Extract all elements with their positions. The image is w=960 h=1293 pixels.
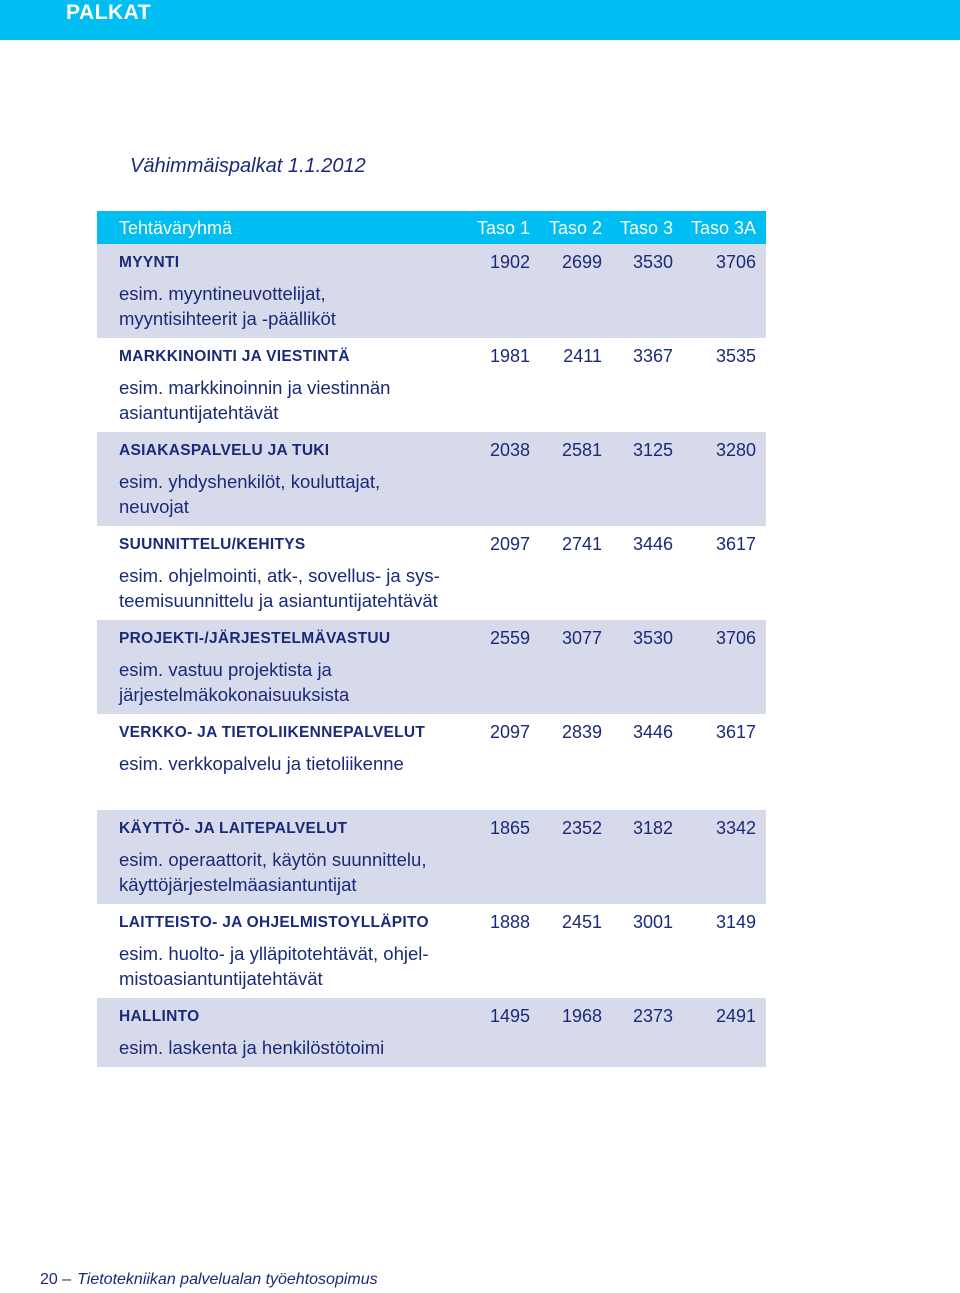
column-header-level-3: Taso 3 [619, 218, 673, 238]
salary-level-2: 2451 [561, 912, 602, 932]
section-header-bar [0, 0, 960, 40]
table-row [97, 904, 766, 939]
salary-level-3a: 3280 [715, 440, 756, 460]
table-spacer [97, 783, 766, 810]
task-group-description: esim. ohjelmointi, atk-, sovellus- ja sys- teemisuunnittelu ja asiantuntijatehtävät [119, 565, 440, 611]
salary-level-1: 1902 [489, 252, 530, 272]
table-row-group [97, 810, 766, 904]
salary-level-3: 3125 [632, 440, 673, 460]
task-group-name: MARKKINOINTI JA VIESTINTÄ [119, 348, 350, 365]
table-row [97, 810, 766, 845]
task-group-name: HALLINTO [119, 1008, 200, 1025]
salary-level-3a: 3149 [715, 912, 756, 932]
salary-level-2: 2741 [561, 534, 602, 554]
salary-level-2: 2839 [561, 722, 602, 742]
column-header-task-group: Tehtäväryhmä [119, 218, 233, 238]
salary-level-1: 1981 [489, 346, 530, 366]
task-group-name: ASIAKASPALVELU JA TUKI [119, 442, 330, 459]
table-row [97, 714, 766, 749]
column-header-level-1: Taso 1 [476, 218, 530, 238]
salary-level-3: 3367 [632, 346, 673, 366]
table-row-group [97, 714, 766, 783]
salary-level-3: 3446 [632, 722, 673, 742]
salary-level-3a: 3342 [715, 818, 756, 838]
salary-level-3: 3182 [632, 818, 673, 838]
salary-level-3a: 3706 [715, 252, 756, 272]
column-header-level-3a: Taso 3A [690, 218, 756, 238]
task-group-name: LAITTEISTO- JA OHJELMISTOYLLÄPITO [119, 914, 429, 931]
task-group-description: esim. verkkopalvelu ja tietoliikenne [119, 753, 404, 774]
salary-level-3a: 3706 [715, 628, 756, 648]
document-title: Tietotekniikan palvelualan työehtosopimus [77, 1271, 378, 1288]
task-group-description: esim. laskenta ja henkilöstötoimi [119, 1037, 385, 1058]
page-number: 20 – [40, 1271, 72, 1288]
table-row-group [97, 244, 766, 338]
column-header-level-2: Taso 2 [548, 218, 602, 238]
salary-level-2: 2581 [561, 440, 602, 460]
table-header-row [97, 211, 766, 244]
salary-level-1: 2097 [489, 722, 530, 742]
table-row-group [97, 432, 766, 526]
salary-table [97, 211, 766, 1067]
salary-level-3a: 2491 [715, 1006, 756, 1026]
task-group-description: esim. yhdyshenkilöt, kouluttajat, neuvojat [119, 471, 381, 517]
salary-level-1: 1495 [489, 1006, 530, 1026]
table-row [97, 244, 766, 279]
salary-level-3: 3001 [632, 912, 673, 932]
task-group-description: esim. vastuu projektista ja järjestelmäkokonaisuuksista [119, 659, 350, 705]
salary-level-1: 1865 [489, 818, 530, 838]
table-row-group [97, 998, 766, 1067]
salary-level-2: 1968 [561, 1006, 602, 1026]
task-group-name: PROJEKTI-/JÄRJESTELMÄVASTUU [119, 630, 391, 647]
salary-level-1: 2097 [489, 534, 530, 554]
table-caption: Vähimmäispalkat 1.1.2012 [130, 155, 366, 177]
salary-level-2: 3077 [561, 628, 602, 648]
table-row [97, 432, 766, 467]
task-group-name: SUUNNITTELU/KEHITYS [119, 536, 306, 553]
salary-level-3: 3446 [632, 534, 673, 554]
table-row [97, 998, 766, 1033]
table-row [97, 620, 766, 655]
salary-level-3: 2373 [632, 1006, 673, 1026]
salary-level-3a: 3617 [715, 534, 756, 554]
table-row-group [97, 904, 766, 998]
salary-level-3: 3530 [632, 628, 673, 648]
task-group-description: esim. huolto- ja ylläpitotehtävät, ohjel- mistoasiantuntijatehtävät [119, 943, 429, 989]
section-title: PALKAT [66, 1, 152, 24]
salary-level-1: 2559 [489, 628, 530, 648]
table-row [97, 338, 766, 373]
task-group-description: esim. myyntineuvottelijat, myyntisihteerit ja -päälliköt [119, 283, 336, 329]
salary-level-3: 3530 [632, 252, 673, 272]
salary-level-2: 2699 [561, 252, 602, 272]
task-group-description: esim. markkinoinnin ja viestinnän asiantuntijatehtävät [119, 377, 391, 423]
salary-level-3a: 3617 [715, 722, 756, 742]
page-footer [40, 1271, 378, 1289]
task-group-description: esim. operaattorit, käytön suunnittelu, käyttöjärjestelmäasiantuntijat [119, 849, 427, 895]
table-row-group [97, 620, 766, 714]
table-row-group [97, 338, 766, 432]
salary-level-2: 2411 [563, 346, 602, 366]
salary-level-3a: 3535 [715, 346, 756, 366]
task-group-name: KÄYTTÖ- JA LAITEPALVELUT [119, 820, 348, 837]
task-group-name: MYYNTI [119, 254, 180, 271]
table-row-group [97, 526, 766, 620]
table-row [97, 526, 766, 561]
salary-level-1: 1888 [489, 912, 530, 932]
salary-level-2: 2352 [561, 818, 602, 838]
task-group-name: VERKKO- JA TIETOLIIKENNEPALVELUT [119, 724, 426, 741]
salary-level-1: 2038 [489, 440, 530, 460]
